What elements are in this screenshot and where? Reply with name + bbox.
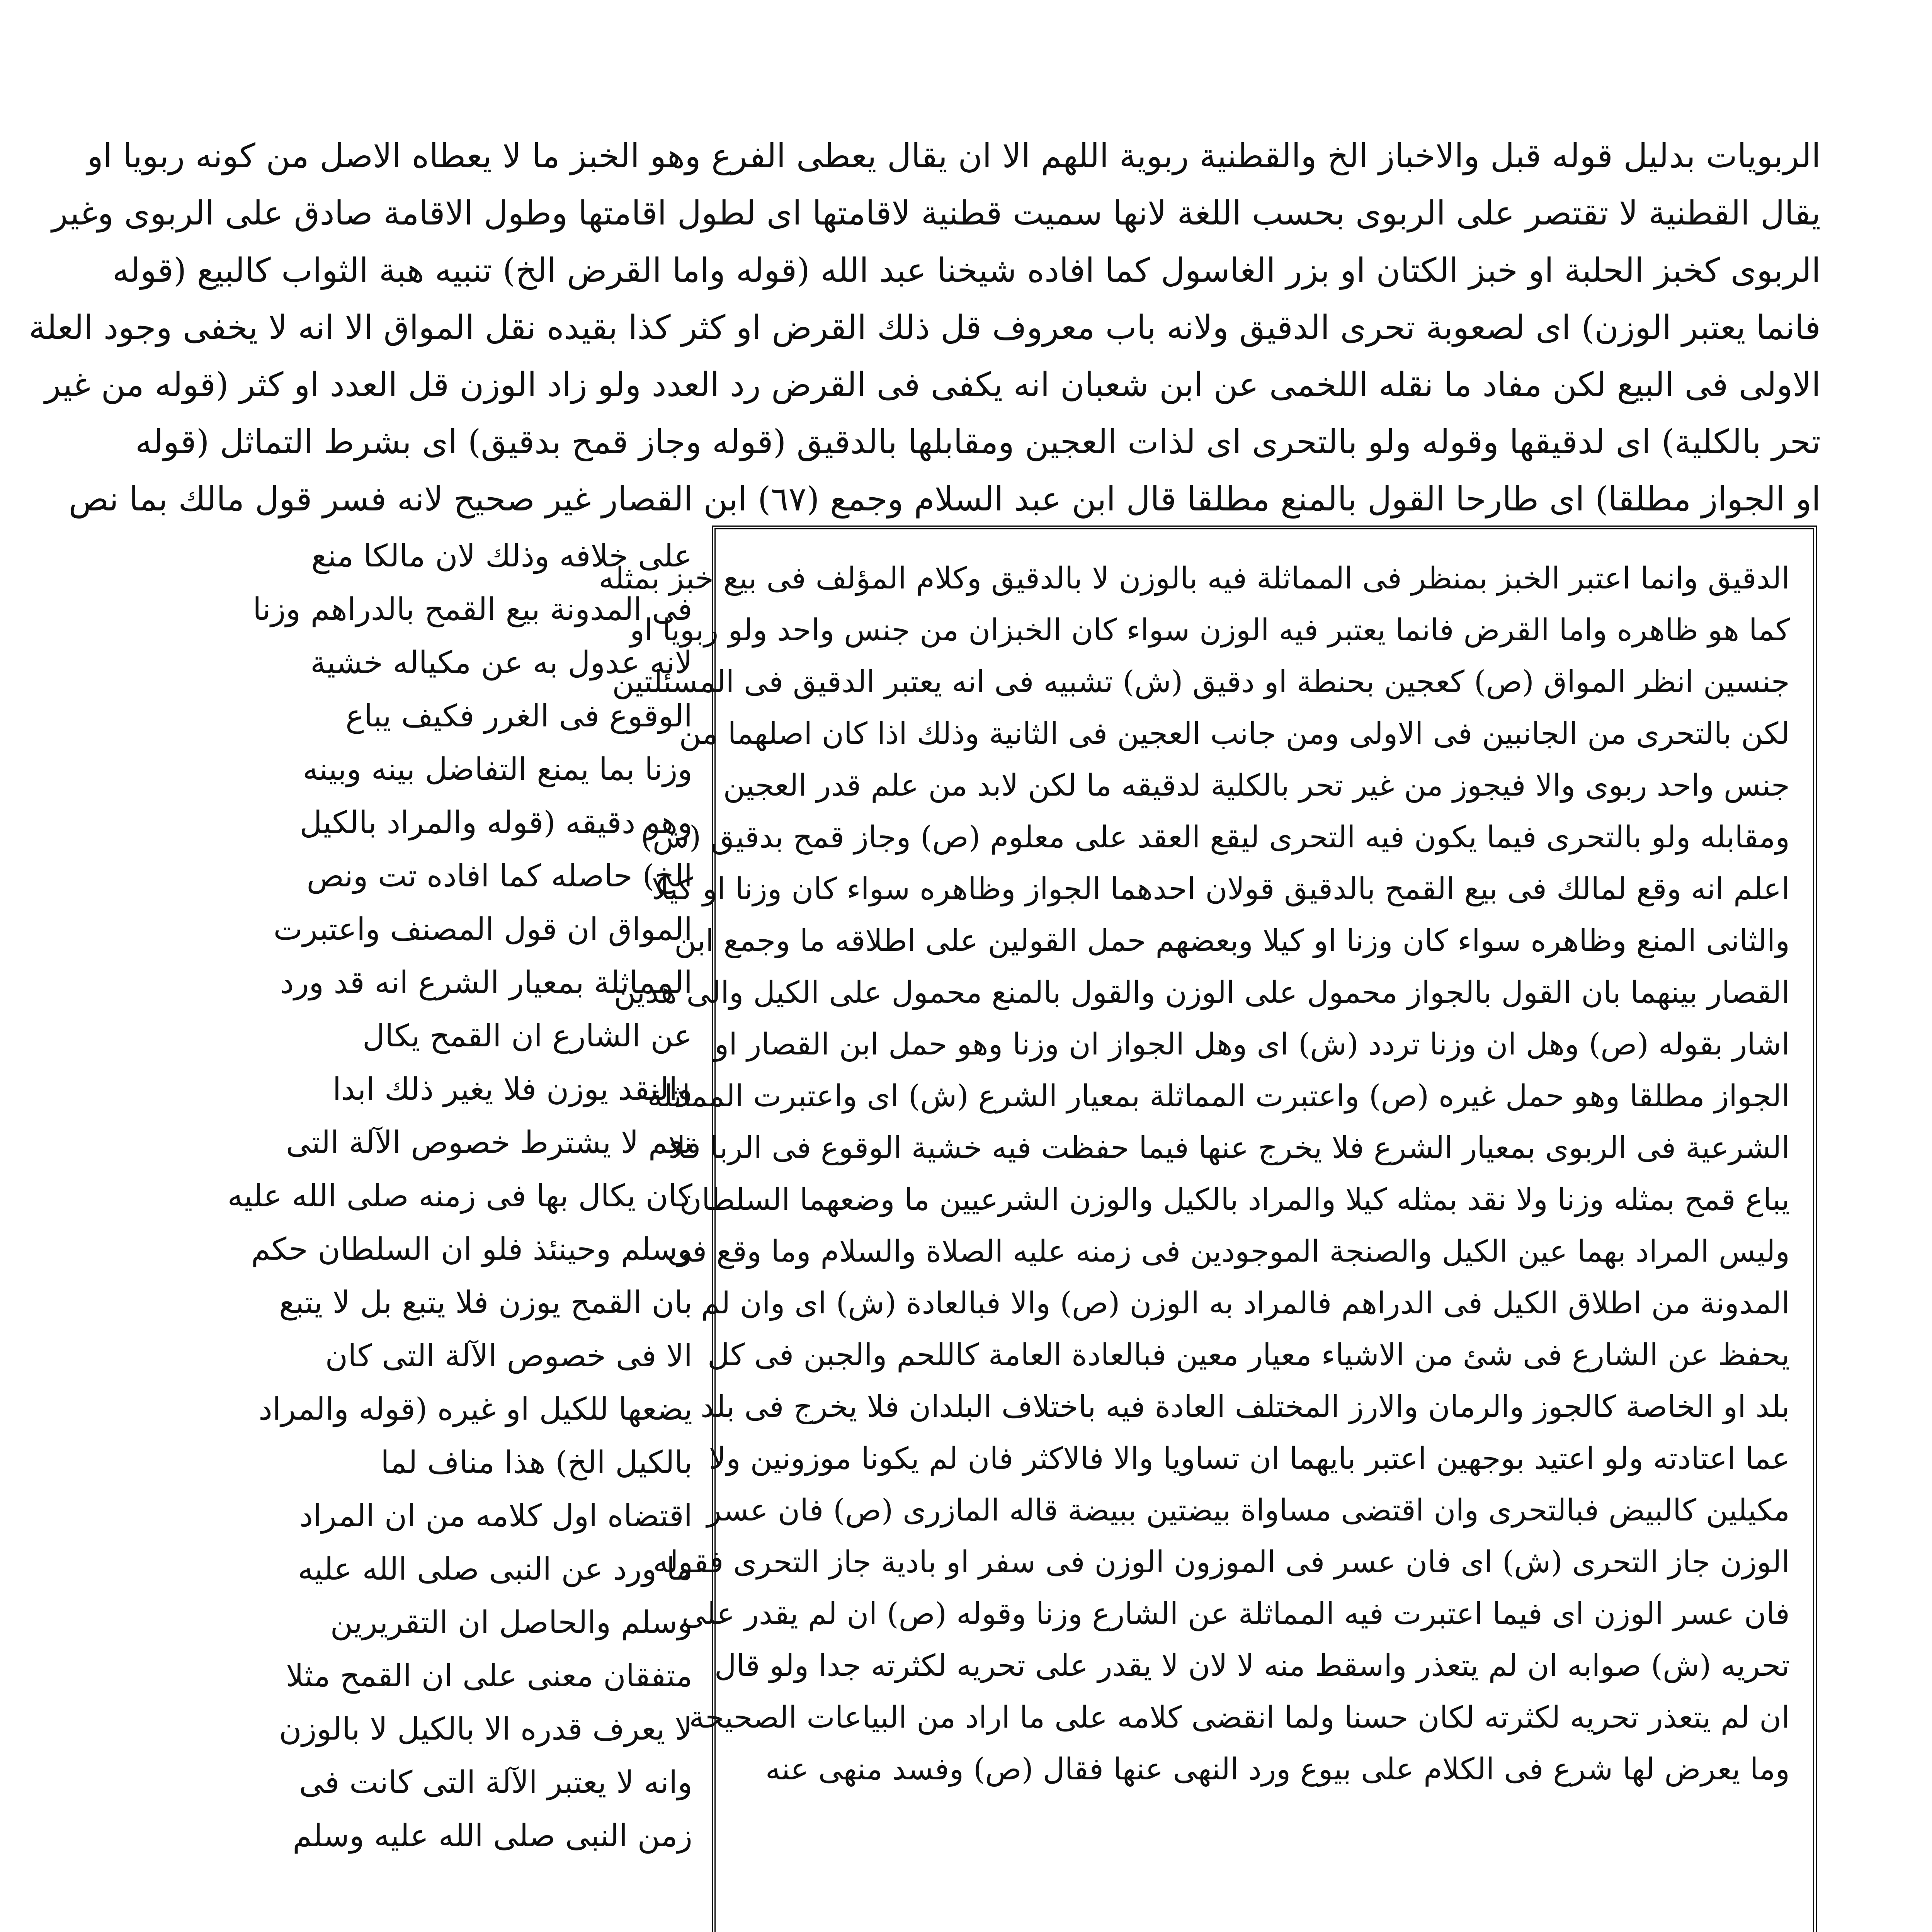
main-line: الجواز مطلقا وهو حمل غيره (ص) واعتبرت المماثلة بمعيار الشرع (ش) اى واعتبرت المماثلة	[648, 1079, 1790, 1114]
book-page	[29, 0, 1932, 1932]
side-line: ما ورد عن النبى صلى الله عليه	[298, 1551, 693, 1587]
top-line: يقال القطنية لا تقتصر على الربوى بحسب اللغة لانها سميت قطنية لاقامتها اى لطول اقامتها وطول الاقامة صادق على الربوى وغير	[52, 194, 1821, 233]
side-commentary	[228, 529, 693, 1862]
main-line: ومقابله ولو بالتحرى فيما يكون فيه التحرى ليقع العقد على معلوم (ص) وجاز قمح بدقيق (ش)	[641, 820, 1790, 855]
side-line: فى المدونة بيع القمح بالدراهم وزنا	[253, 591, 693, 627]
main-line: يحفظ عن الشارع فى شئ من الاشياء معيار معين فبالعادة العامة كاللحم والجبن فى كل	[708, 1338, 1790, 1372]
main-line: اشار بقوله (ص) وهل ان وزنا تردد (ش) اى وهل الجواز ان وزنا وهو حمل ابن القصار او	[714, 1027, 1790, 1062]
top-line: الاولى فى البيع لكن مفاد ما نقله اللخمى عن ابن شعبان انه يكفى فى القرض رد العدد ولو زاد الوزن قل العدد او كثر (قوله من غير	[45, 366, 1821, 404]
main-line: اعلم انه وقع لمالك فى بيع القمح بالدقيق قولان احدهما الجواز وظاهره سواء كان وزنا او كيلا	[652, 872, 1790, 906]
top-line: تحر بالكلية) اى لدقيقها وقوله ولو بالتحرى اى لذات العجين ومقابلها بالدقيق (قوله وجاز قمح بدقيق) اى بشرط التماثل (قوله	[136, 423, 1821, 461]
side-line: اقتضاه اول كلامه من ان المراد	[299, 1498, 693, 1534]
side-line: وسلم والحاصل ان التقريرين	[330, 1604, 693, 1640]
side-line: المواق ان قول المصنف واعتبرت	[274, 911, 693, 947]
side-line: المماثلة بمعيار الشرع انه قد ورد	[281, 964, 693, 1000]
top-line-with-page-number: او الجواز مطلقا) اى طارحا القول بالمنع مطلقا قال ابن عبد السلام وجمع (٦٧) ابن القصار غير صحيح لانه فسر قول مالك بما نص	[69, 480, 1821, 519]
main-line: بلد او الخاصة كالجوز والرمان والارز المختلف العادة فيه باختلاف البلدان فلا يخرج فى بلد	[701, 1389, 1790, 1424]
side-line: لانه عدول به عن مكياله خشية	[311, 645, 693, 680]
side-line: والنقد يوزن فلا يغير ذلك ابدا	[333, 1071, 693, 1107]
side-line: زمن النبى صلى الله عليه وسلم	[293, 1818, 693, 1854]
side-line: عن الشارع ان القمح يكال	[363, 1018, 693, 1054]
side-line: متفقان معنى على ان القمح مثلا	[286, 1658, 693, 1694]
main-line: المدونة من اطلاق الكيل فى الدراهم فالمراد به الوزن (ص) والا فبالعادة (ش) اى وان لم	[701, 1286, 1790, 1321]
side-line: وسلم وحينئذ فلو ان السلطان حكم	[251, 1231, 693, 1267]
side-line: بان القمح يوزن فلا يتبع بل لا يتبع	[279, 1284, 693, 1320]
side-line: نعم لا يشترط خصوص الآلة التى	[286, 1124, 693, 1160]
main-line: وما يعرض لها شرع فى الكلام على بيوع ورد النهى عنها فقال (ص) وفسد منهى عنه	[765, 1752, 1790, 1787]
top-line: فانما يعتبر الوزن) اى لصعوبة تحرى الدقيق ولانه باب معروف قل ذلك القرض او كثر كذا بقيده نقل المواق الا انه لا يخفى وجود العلة	[29, 308, 1821, 347]
main-line: جنس واحد ربوى والا فيجوز من غير تحر بالكلية لدقيقه ما لكن لابد من علم قدر العجين	[723, 768, 1790, 803]
main-text-frame	[599, 526, 1817, 1932]
top-commentary	[29, 128, 1821, 528]
side-line: الوقوع فى الغرر فكيف يباع	[346, 698, 693, 734]
main-line: الدقيق وانما اعتبر الخبز بمنظر فى المماثلة فيه بالوزن لا بالدقيق وكلام المؤلف فى بيع خبز بمثله	[599, 561, 1790, 596]
main-line: مكيلين كالبيض فبالتحرى وان اقتضى مساواة بيضتين ببيضة قاله المازرى (ص) فان عسر	[707, 1493, 1790, 1528]
main-line: يباع قمح بمثله وزنا ولا نقد بمثله كيلا والمراد بالكيل والوزن الشرعيين ما وضعهما السلطان	[680, 1182, 1790, 1217]
main-line: القصار بينهما بان القول بالجواز محمول على الوزن والقول بالمنع محمول على الكيل والى هذين	[614, 975, 1790, 1010]
main-line: عما اعتادته ولو اعتيد بوجهين اعتبر بايهما ان تساويا والا فالاكثر فان لم يكونا موزونين ولا	[709, 1441, 1790, 1476]
side-line: كان يكال بها فى زمنه صلى الله عليه	[228, 1178, 693, 1214]
main-line: الوزن جاز التحرى (ش) اى فان عسر فى الموزون الوزن فى سفر او بادية جاز التحرى فقوله	[653, 1545, 1790, 1580]
main-line: تحريه (ش) صوابه ان لم يتعذر واسقط منه لا لان لا يقدر على تحريه لكثرته جدا ولو قال	[714, 1648, 1790, 1683]
main-line: جنسين انظر المواق (ص) كعجين بحنطة او دقيق (ش) تشبيه فى انه يعتبر الدقيق فى المسئلتين	[612, 665, 1790, 699]
side-line: لا يعرف قدره الا بالكيل لا بالوزن	[279, 1711, 693, 1747]
main-line: ان لم يتعذر تحريه لكثرته لكان حسنا ولما انقضى كلامه على ما اراد من البياعات الصحيحة	[689, 1700, 1790, 1735]
side-line: على خلافه وذلك لان مالكا منع	[311, 538, 693, 574]
top-line: الربوى كخبز الحلبة او خبز الكتان او بزر الغاسول كما افاده شيخنا عبد الله (قوله واما القرض الخ) تنبيه هبة الثواب كالبيع (قوله	[112, 251, 1821, 290]
side-line: الا فى خصوص الآلة التى كان	[325, 1338, 693, 1374]
main-line: كما هو ظاهره واما القرض فانما يعتبر فيه الوزن سواء كان الخبزان من جنس واحد ولو ربويا او	[630, 613, 1790, 648]
main-line: الشرعية فى الربوى بمعيار الشرع فلا يخرج عنها فيما حفظت فيه خشية الوقوع فى الربا فلا	[668, 1131, 1790, 1165]
side-line: يضعها للكيل او غيره (قوله والمراد	[259, 1391, 693, 1427]
side-line: وهو دقيقه (قوله والمراد بالكيل	[300, 804, 693, 840]
main-line: لكن بالتحرى من الجانبين فى الاولى ومن جانب العجين فى الثانية وذلك اذا كان اصلهما من	[679, 716, 1790, 751]
side-line: وزنا بما يمنع التفاضل بينه وبينه	[303, 751, 693, 787]
main-line: وليس المراد بهما عين الكيل والصنجة الموجودين فى زمنه عليه الصلاة والسلام وما وقع فى	[667, 1234, 1790, 1269]
side-line: الخ) حاصله كما افاده تت ونص	[307, 858, 693, 894]
side-line: وانه لا يعتبر الآلة التى كانت فى	[299, 1764, 693, 1800]
main-line: فان عسر الوزن اى فيما اعتبرت فيه المماثلة عن الشارع وزنا وقوله (ص) ان لم يقدر على	[682, 1597, 1790, 1631]
top-line: الربويات بدليل قوله قبل والاخباز الخ والقطنية ربوية اللهم الا ان يقال يعطى الفرع وهو الخبز ما لا يعطاه الاصل من كونه ربويا او	[87, 137, 1821, 175]
main-line: والثانى المنع وظاهره سواء كان وزنا او كيلا وبعضهم حمل القولين على اطلاقه ما وجمع ابن	[674, 923, 1790, 958]
side-line: بالكيل الخ) هذا مناف لما	[381, 1444, 693, 1480]
